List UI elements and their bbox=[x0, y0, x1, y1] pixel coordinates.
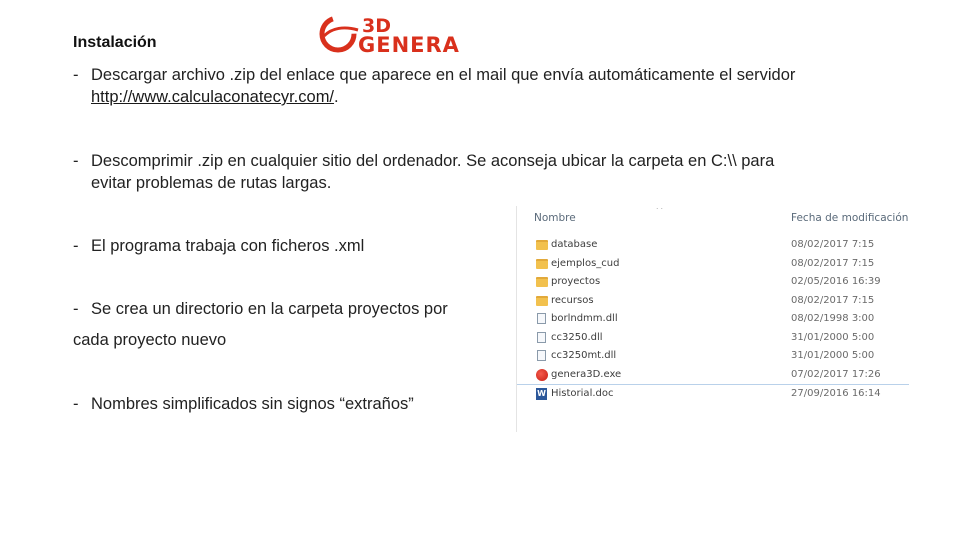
file-row[interactable]: proyectos 02/05/2016 16:39 bbox=[517, 273, 909, 292]
folder-icon bbox=[536, 296, 548, 306]
bullet-download: - Descargar archivo .zip del enlace que aparece en el mail que envía automáticamente el servidor http://www.calculaconatecyr.com/. bbox=[73, 66, 796, 106]
file-row[interactable]: cc3250mt.dll 31/01/2000 5:00 bbox=[517, 347, 909, 366]
logo-text-3d: 3D bbox=[362, 15, 391, 37]
bullet-unzip: - Descomprimir .zip en cualquier sitio del ordenador. Se aconseja ubicar la carpeta en C:\\ para evitar problemas de rutas largas. bbox=[73, 152, 775, 192]
bullet-xml: - El programa trabaja con ficheros .xml bbox=[73, 235, 493, 257]
dll-file-icon bbox=[537, 350, 546, 361]
folder-icon bbox=[536, 240, 548, 250]
file-row[interactable]: W Historial.doc 27/09/2016 16:14 bbox=[537, 388, 881, 399]
bullet-unzip-line2: evitar problemas de rutas largas. bbox=[91, 174, 332, 192]
file-row[interactable]: database 08/02/2017 7:15 bbox=[517, 236, 909, 255]
file-row[interactable]: ejemplos_cud 08/02/2017 7:15 bbox=[517, 255, 909, 274]
file-row[interactable]: recursos 08/02/2017 7:15 bbox=[517, 292, 909, 311]
file-row[interactable]: cc3250.dll 31/01/2000 5:00 bbox=[517, 329, 909, 348]
file-list bbox=[517, 236, 909, 404]
logo-text-genera: GENERA bbox=[358, 33, 460, 56]
bullet-directory-line2: cada proyecto nuevo bbox=[73, 331, 227, 349]
bullet-download-text: Descargar archivo .zip del enlace que aparece en el mail que envía automáticamente el servidor bbox=[91, 66, 796, 84]
column-header-name[interactable]: Nombre bbox=[534, 212, 576, 224]
dll-file-icon bbox=[537, 313, 546, 324]
file-row[interactable]: borlndmm.dll 08/02/1998 3:00 bbox=[517, 310, 909, 329]
folder-icon bbox=[536, 277, 548, 287]
dll-file-icon bbox=[537, 332, 546, 343]
bullet-names-text: Nombres simplificados sin signos “extraños” bbox=[91, 395, 414, 413]
bullet-directory: - Se crea un directorio en la carpeta proyectos por cada proyecto nuevo bbox=[73, 298, 503, 351]
bullet-unzip-line1: Descomprimir .zip en cualquier sitio del ordenador. Se aconseja ubicar la carpeta en C:\\ para bbox=[91, 152, 775, 170]
word-doc-icon: W bbox=[537, 389, 546, 398]
sort-indicator-icon: ˙˙ bbox=[655, 208, 664, 218]
exe-app-icon bbox=[536, 369, 548, 381]
folder-icon bbox=[536, 259, 548, 269]
bullet-directory-line1: Se crea un directorio en la carpeta proyectos por bbox=[91, 300, 448, 318]
file-explorer-screenshot bbox=[516, 206, 909, 432]
file-row[interactable]: genera3D.exe 07/02/2017 17:26 bbox=[517, 366, 909, 386]
genera-3d-logo bbox=[318, 12, 460, 56]
download-link[interactable]: http://www.calculaconatecyr.com/ bbox=[91, 88, 335, 106]
page-title: Instalación bbox=[73, 34, 157, 51]
bullet-xml-text: El programa trabaja con ficheros .xml bbox=[91, 237, 365, 255]
bullet-names: - Nombres simplificados sin signos “extraños” bbox=[73, 393, 503, 415]
explorer-header bbox=[517, 208, 909, 230]
column-header-date[interactable]: Fecha de modificación bbox=[791, 212, 909, 224]
